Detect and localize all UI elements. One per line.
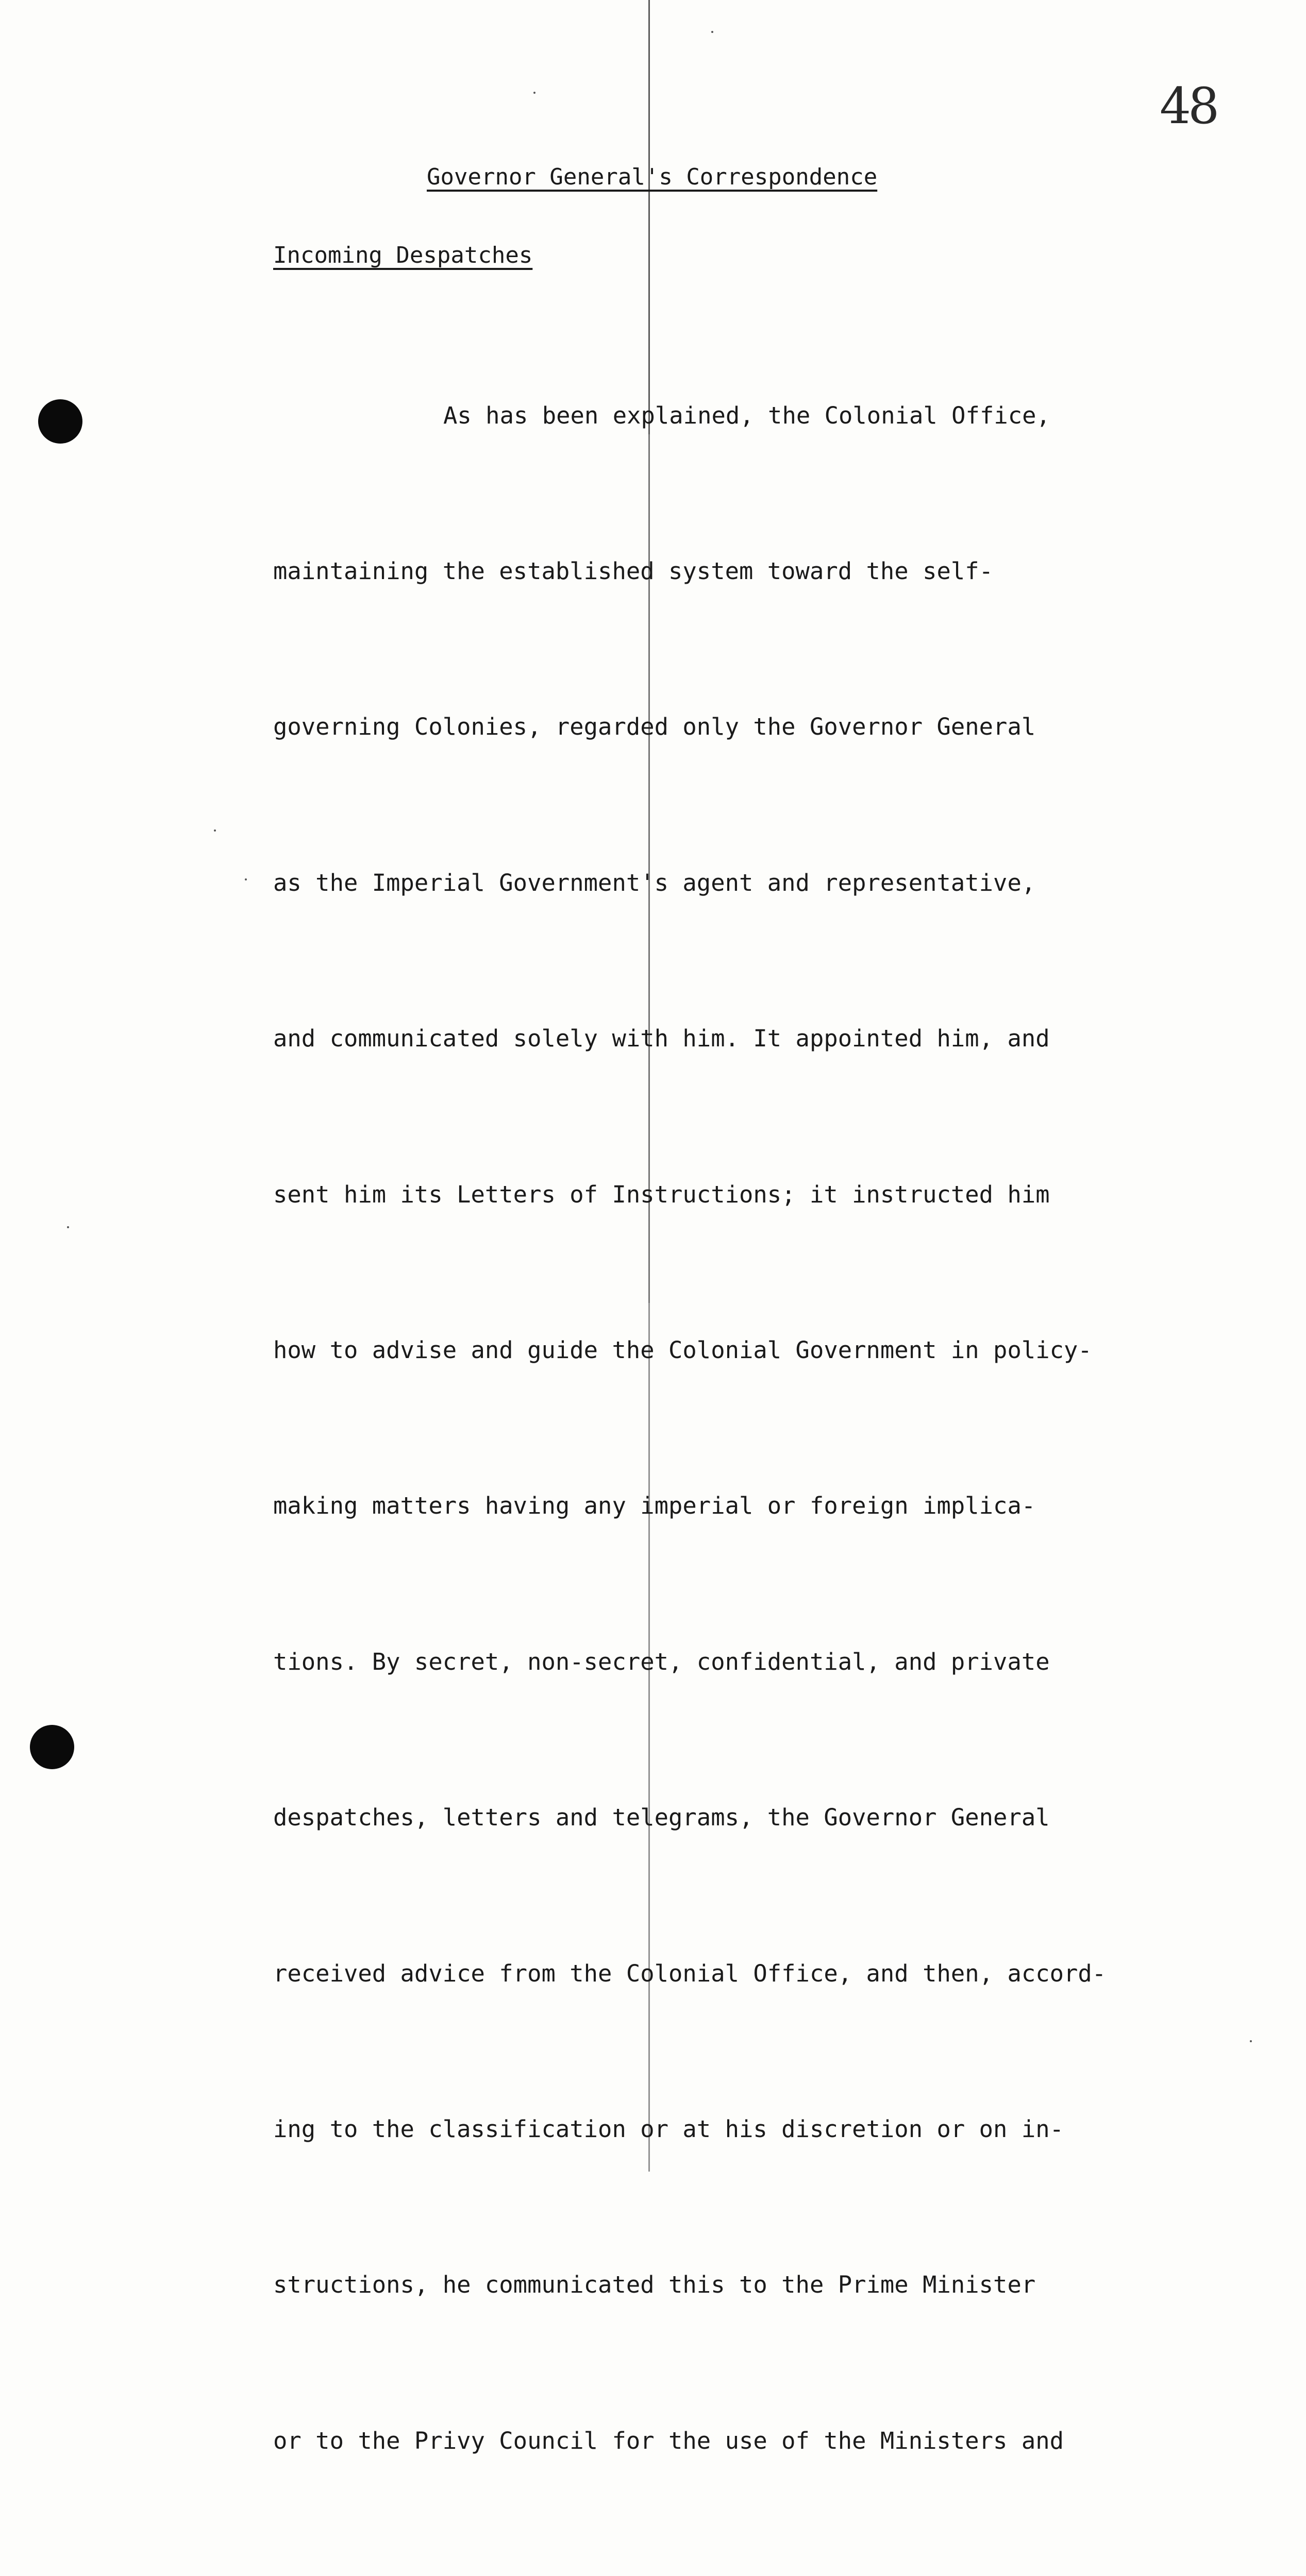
speck	[214, 829, 216, 832]
text-line: sent him its Letters of Instructions; it instructed him	[273, 1180, 1050, 1208]
text-line: maintaining the established system toward the self-	[273, 557, 994, 585]
text-line: received advice from the Colonial Office, and then, accord-	[273, 1959, 1107, 1987]
text-line: ing to the classification or at his discretion or on in-	[273, 2115, 1064, 2143]
speck	[1250, 2040, 1252, 2042]
text-line: as the Imperial Government's agent and representative,	[273, 869, 1036, 896]
speck	[533, 92, 535, 94]
section-heading: Incoming Despatches	[273, 242, 533, 268]
text-line: structions, he communicated this to the Prime Minister	[273, 2271, 1036, 2299]
speck	[67, 1226, 69, 1228]
page-title: Governor General's Correspondence	[427, 164, 878, 190]
text-line: despatches, letters and telegrams, the Governor General	[273, 1804, 1050, 1832]
text-line: tions. By secret, non-secret, confidential, and private	[273, 1648, 1050, 1675]
text-line: or to the Privy Council for the use of the Ministers and	[273, 2427, 1064, 2454]
text-line: and communicated solely with him. It appointed him, and	[273, 1025, 1050, 1053]
speck	[711, 31, 713, 33]
speck	[245, 878, 247, 880]
punch-hole-top	[38, 399, 82, 444]
page-number: 48	[1160, 77, 1217, 135]
text-line	[273, 2571, 1211, 2576]
punch-hole-bottom	[30, 1725, 74, 1769]
text-line: how to advise and guide the Colonial Government in policy-	[273, 1336, 1092, 1364]
text-line: governing Colonies, regarded only the Governor General	[273, 713, 1036, 741]
body-text	[273, 286, 1211, 2576]
text-line: As has been explained, the Colonial Office,	[443, 401, 1050, 429]
text-line: making matters having any imperial or foreign implica-	[273, 1492, 1036, 1520]
